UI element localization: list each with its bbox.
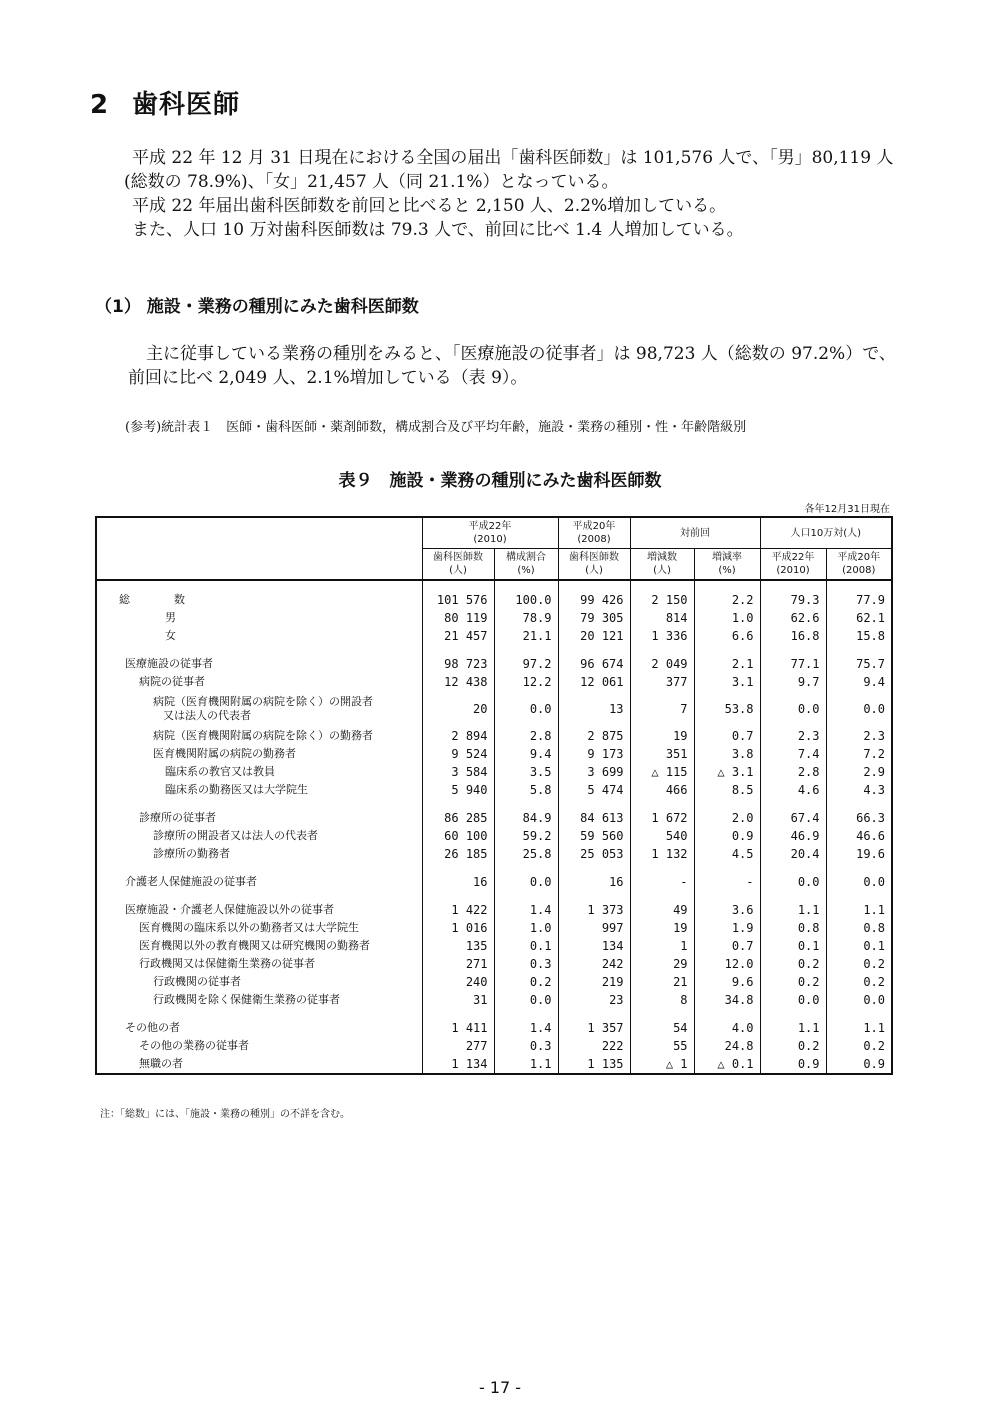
cell-value: 0.2 xyxy=(760,955,826,973)
table-row xyxy=(96,627,892,645)
cell-value: 1 xyxy=(630,937,694,955)
cell-value: 0.2 xyxy=(826,1037,892,1055)
cell-value: 351 xyxy=(630,745,694,763)
table-row xyxy=(96,827,892,845)
cell-value: 100.0 xyxy=(494,591,558,609)
spacer-row xyxy=(96,863,892,873)
table-row xyxy=(96,727,892,745)
row-label: 臨床系の勤務医又は大学院生 xyxy=(96,781,422,799)
cell-value: 1.9 xyxy=(694,919,760,937)
cell-value: - xyxy=(694,873,760,891)
cell-value: 1 357 xyxy=(558,1019,630,1037)
cell-value: 8 xyxy=(630,991,694,1009)
cell-value: 98 723 xyxy=(422,655,494,673)
cell-value: 1 016 xyxy=(422,919,494,937)
table-row xyxy=(96,673,892,691)
cell-value: 19.6 xyxy=(826,845,892,863)
row-label: 病院（医育機関附属の病院を除く）の開設者 又は法人の代表者 xyxy=(96,691,422,727)
cell-value: △ 3.1 xyxy=(694,763,760,781)
cell-value: 2.3 xyxy=(760,727,826,745)
cell-value: 0.0 xyxy=(494,873,558,891)
cell-value: 4.0 xyxy=(694,1019,760,1037)
table-row xyxy=(96,763,892,781)
intro-paragraph xyxy=(112,146,922,242)
cell-value: 3.6 xyxy=(694,901,760,919)
cell-value: 0.2 xyxy=(826,973,892,991)
cell-value: 0.8 xyxy=(826,919,892,937)
sub-line: 主に従事している業務の種別をみると、「医療施設の従事者」は 98,723 人（総数の 97.2%）で、 xyxy=(146,344,896,364)
cell-value: 0.9 xyxy=(826,1055,892,1074)
sub-line: 前回に比べ 2,049 人、2.1%増加している（表 9）。 xyxy=(128,368,528,388)
section-title xyxy=(90,84,240,121)
spacer-row xyxy=(96,891,892,901)
cell-value: 0.0 xyxy=(826,991,892,1009)
cell-value: 0.9 xyxy=(760,1055,826,1074)
table-row xyxy=(96,781,892,799)
cell-value: 0.0 xyxy=(826,691,892,727)
cell-value: 1 422 xyxy=(422,901,494,919)
cell-value: 1 411 xyxy=(422,1019,494,1037)
cell-value: 0.1 xyxy=(494,937,558,955)
table-row xyxy=(96,991,892,1009)
header-per-h22: 平成22年 (2010) xyxy=(760,549,826,581)
row-label: 介護老人保健施設の従事者 xyxy=(96,873,422,891)
cell-value: 0.3 xyxy=(494,955,558,973)
row-label: 病院（医育機関附属の病院を除く）の勤務者 xyxy=(96,727,422,745)
cell-value: 0.7 xyxy=(694,937,760,955)
row-label: 女 xyxy=(96,627,422,645)
subsection-title xyxy=(95,292,419,317)
cell-value: 1 134 xyxy=(422,1055,494,1074)
cell-value: 2.2 xyxy=(694,591,760,609)
cell-value: 80 119 xyxy=(422,609,494,627)
cell-value: 1 135 xyxy=(558,1055,630,1074)
cell-value: 79.3 xyxy=(760,591,826,609)
cell-value: 77.1 xyxy=(760,655,826,673)
section-number: 2 xyxy=(90,90,110,120)
spacer-row xyxy=(96,580,892,591)
row-label: 医育機関の臨床系以外の勤務者又は大学院生 xyxy=(96,919,422,937)
subsection-title-text: 施設・業務の種別にみた歯科医師数 xyxy=(146,297,419,317)
row-label: 診療所の従事者 xyxy=(96,809,422,827)
cell-value: 12 061 xyxy=(558,673,630,691)
cell-value: 134 xyxy=(558,937,630,955)
cell-value: 222 xyxy=(558,1037,630,1055)
row-label: 男 xyxy=(96,609,422,627)
cell-value: 24.8 xyxy=(694,1037,760,1055)
cell-value: 2 894 xyxy=(422,727,494,745)
cell-value: 4.6 xyxy=(760,781,826,799)
cell-value: 0.2 xyxy=(760,973,826,991)
cell-value: 78.9 xyxy=(494,609,558,627)
section-title-text: 歯科医師 xyxy=(132,90,241,120)
cell-value: 997 xyxy=(558,919,630,937)
cell-value: 3 584 xyxy=(422,763,494,781)
cell-value: 21 xyxy=(630,973,694,991)
table-row xyxy=(96,873,892,891)
cell-value: 54 xyxy=(630,1019,694,1037)
cell-value: 0.0 xyxy=(494,691,558,727)
cell-value: 16 xyxy=(558,873,630,891)
cell-value: 23 xyxy=(558,991,630,1009)
cell-value: 1 373 xyxy=(558,901,630,919)
cell-value: 12 438 xyxy=(422,673,494,691)
cell-value: 3.1 xyxy=(694,673,760,691)
cell-value: 1.4 xyxy=(494,1019,558,1037)
cell-value: 7.4 xyxy=(760,745,826,763)
cell-value: 31 xyxy=(422,991,494,1009)
table-row xyxy=(96,691,892,727)
cell-value: △ 115 xyxy=(630,763,694,781)
cell-value: 99 426 xyxy=(558,591,630,609)
cell-value: 219 xyxy=(558,973,630,991)
cell-value: 3.8 xyxy=(694,745,760,763)
page-number: - 17 - xyxy=(478,1378,522,1397)
cell-value: 2.0 xyxy=(694,809,760,827)
table-row xyxy=(96,973,892,991)
cell-value: 9.4 xyxy=(494,745,558,763)
cell-value: 84.9 xyxy=(494,809,558,827)
cell-value: 1 336 xyxy=(630,627,694,645)
subsection-paragraph xyxy=(112,342,922,390)
cell-value: 12.0 xyxy=(694,955,760,973)
cell-value: 0.1 xyxy=(760,937,826,955)
cell-value: 15.8 xyxy=(826,627,892,645)
table-row xyxy=(96,745,892,763)
cell-value: 2 049 xyxy=(630,655,694,673)
cell-value: 0.0 xyxy=(826,873,892,891)
header-per100k: 人口10万対(人) xyxy=(760,517,892,549)
table-row xyxy=(96,901,892,919)
cell-value: 271 xyxy=(422,955,494,973)
table-row xyxy=(96,955,892,973)
cell-value: 1 672 xyxy=(630,809,694,827)
cell-value: 1.4 xyxy=(494,901,558,919)
cell-value: 0.0 xyxy=(760,691,826,727)
cell-value: 86 285 xyxy=(422,809,494,827)
cell-value: 1 132 xyxy=(630,845,694,863)
cell-value: 7.2 xyxy=(826,745,892,763)
cell-value: 60 100 xyxy=(422,827,494,845)
cell-value: 20.4 xyxy=(760,845,826,863)
subsection-number: （1） xyxy=(95,297,141,317)
row-label: 行政機関を除く保健衛生業務の従事者 xyxy=(96,991,422,1009)
cell-value: 79 305 xyxy=(558,609,630,627)
row-label: 病院の従事者 xyxy=(96,673,422,691)
cell-value: 9.6 xyxy=(694,973,760,991)
row-label: 医育機関以外の教育機関又は研究機関の勤務者 xyxy=(96,937,422,955)
cell-value: 26 185 xyxy=(422,845,494,863)
cell-value: △ 0.1 xyxy=(694,1055,760,1074)
cell-value: 66.3 xyxy=(826,809,892,827)
cell-value: 2 875 xyxy=(558,727,630,745)
cell-value: 19 xyxy=(630,727,694,745)
label-header xyxy=(96,517,422,580)
table-row xyxy=(96,1037,892,1055)
header-dentists-h22: 歯科医師数 (人) xyxy=(422,549,494,581)
cell-value: 0.3 xyxy=(494,1037,558,1055)
cell-value: 540 xyxy=(630,827,694,845)
intro-line: 平成 22 年 12 月 31 日現在における全国の届出「歯科医師数」は 101,576 人で、「男」80,119 人 xyxy=(132,148,894,168)
cell-value: 46.9 xyxy=(760,827,826,845)
cell-value: 0.2 xyxy=(494,973,558,991)
cell-value: 34.8 xyxy=(694,991,760,1009)
cell-value: 3 699 xyxy=(558,763,630,781)
cell-value: 9 173 xyxy=(558,745,630,763)
cell-value: 377 xyxy=(630,673,694,691)
intro-line: また、人口 10 万対歯科医師数は 79.3 人で、前回に比べ 1.4 人増加している。 xyxy=(132,220,744,240)
cell-value: 1.1 xyxy=(760,1019,826,1037)
cell-value: 9.7 xyxy=(760,673,826,691)
cell-value: 62.6 xyxy=(760,609,826,627)
cell-value: 1.1 xyxy=(826,901,892,919)
cell-value: 16 xyxy=(422,873,494,891)
table-row xyxy=(96,845,892,863)
table-row xyxy=(96,1055,892,1074)
table-row xyxy=(96,937,892,955)
row-label: 無職の者 xyxy=(96,1055,422,1074)
row-label: 診療所の勤務者 xyxy=(96,845,422,863)
table-row xyxy=(96,1019,892,1037)
spacer-row xyxy=(96,799,892,809)
cell-value: 9.4 xyxy=(826,673,892,691)
cell-value: 242 xyxy=(558,955,630,973)
reference-note: (参考)統計表１ 医師・歯科医師・薬剤師数，構成割合及び平均年齢，施設・業務の種別・性・年齢階級別 xyxy=(125,420,747,435)
table-row xyxy=(96,591,892,609)
cell-value: 25.8 xyxy=(494,845,558,863)
cell-value: 4.5 xyxy=(694,845,760,863)
cell-value: 75.7 xyxy=(826,655,892,673)
cell-value: 77.9 xyxy=(826,591,892,609)
cell-value: 0.9 xyxy=(694,827,760,845)
cell-value: 0.1 xyxy=(826,937,892,955)
header-diff: 対前回 xyxy=(630,517,760,549)
header-per-h20: 平成20年 (2008) xyxy=(826,549,892,581)
cell-value: 0.7 xyxy=(694,727,760,745)
table-row xyxy=(96,609,892,627)
cell-value: 29 xyxy=(630,955,694,973)
header-ratio: 構成割合 (%) xyxy=(494,549,558,581)
dentists-table xyxy=(95,516,893,1075)
cell-value: 2.8 xyxy=(760,763,826,781)
cell-value: △ 1 xyxy=(630,1055,694,1074)
cell-value: 2.8 xyxy=(494,727,558,745)
cell-value: 0.0 xyxy=(760,873,826,891)
cell-value: 466 xyxy=(630,781,694,799)
row-label: 医育機関附属の病院の勤務者 xyxy=(96,745,422,763)
row-label: その他の業務の従事者 xyxy=(96,1037,422,1055)
cell-value: 21 457 xyxy=(422,627,494,645)
table-body xyxy=(96,580,892,1074)
table-as-of: 各年12月31日現在 xyxy=(804,504,890,515)
cell-value: 277 xyxy=(422,1037,494,1055)
cell-value: 240 xyxy=(422,973,494,991)
cell-value: 0.2 xyxy=(760,1037,826,1055)
cell-value: 97.2 xyxy=(494,655,558,673)
cell-value: 4.3 xyxy=(826,781,892,799)
intro-line: (総数の 78.9%)、「女」21,457 人（同 21.1%）となっている。 xyxy=(124,172,619,192)
cell-value: 96 674 xyxy=(558,655,630,673)
cell-value: 1.1 xyxy=(826,1019,892,1037)
table-row xyxy=(96,919,892,937)
row-label: 医療施設・介護老人保健施設以外の従事者 xyxy=(96,901,422,919)
cell-value: 101 576 xyxy=(422,591,494,609)
row-label: 行政機関の従事者 xyxy=(96,973,422,991)
cell-value: 2.9 xyxy=(826,763,892,781)
cell-value: 21.1 xyxy=(494,627,558,645)
cell-value: 46.6 xyxy=(826,827,892,845)
cell-value: 814 xyxy=(630,609,694,627)
cell-value: 0.8 xyxy=(760,919,826,937)
row-label: 診療所の開設者又は法人の代表者 xyxy=(96,827,422,845)
row-label: 総 数 xyxy=(96,591,422,609)
cell-value: 0.0 xyxy=(494,991,558,1009)
row-label: 行政機関又は保健衛生業務の従事者 xyxy=(96,955,422,973)
cell-value: 55 xyxy=(630,1037,694,1055)
row-label: その他の者 xyxy=(96,1019,422,1037)
cell-value: 2 150 xyxy=(630,591,694,609)
cell-value: 2.1 xyxy=(694,655,760,673)
table-row xyxy=(96,809,892,827)
row-label: 医療施設の従事者 xyxy=(96,655,422,673)
cell-value: 19 xyxy=(630,919,694,937)
cell-value: 59 560 xyxy=(558,827,630,845)
cell-value: - xyxy=(630,873,694,891)
cell-value: 2.3 xyxy=(826,727,892,745)
cell-value: 9 524 xyxy=(422,745,494,763)
cell-value: 20 xyxy=(422,691,494,727)
cell-value: 3.5 xyxy=(494,763,558,781)
cell-value: 5 474 xyxy=(558,781,630,799)
cell-value: 0.2 xyxy=(826,955,892,973)
spacer-row xyxy=(96,1009,892,1019)
cell-value: 84 613 xyxy=(558,809,630,827)
cell-value: 59.2 xyxy=(494,827,558,845)
table-note: 注：「総数」には、「施設・業務の種別」の不詳を含む。 xyxy=(100,1109,350,1120)
cell-value: 16.8 xyxy=(760,627,826,645)
cell-value: 67.4 xyxy=(760,809,826,827)
cell-value: 25 053 xyxy=(558,845,630,863)
cell-value: 5 940 xyxy=(422,781,494,799)
cell-value: 6.6 xyxy=(694,627,760,645)
table-title: 表９ 施設・業務の種別にみた歯科医師数 xyxy=(338,471,662,491)
cell-value: 1.0 xyxy=(494,919,558,937)
cell-value: 12.2 xyxy=(494,673,558,691)
cell-value: 0.0 xyxy=(760,991,826,1009)
header-dentists-h20: 歯科医師数 (人) xyxy=(558,549,630,581)
cell-value: 135 xyxy=(422,937,494,955)
cell-value: 1.1 xyxy=(494,1055,558,1074)
cell-value: 7 xyxy=(630,691,694,727)
cell-value: 1.1 xyxy=(760,901,826,919)
cell-value: 8.5 xyxy=(694,781,760,799)
cell-value: 20 121 xyxy=(558,627,630,645)
cell-value: 5.8 xyxy=(494,781,558,799)
header-inc-rate: 増減率 (%) xyxy=(694,549,760,581)
header-h22: 平成22年 (2010) xyxy=(422,517,558,549)
table-row xyxy=(96,655,892,673)
cell-value: 62.1 xyxy=(826,609,892,627)
row-label: 臨床系の教官又は教員 xyxy=(96,763,422,781)
cell-value: 13 xyxy=(558,691,630,727)
header-inc-num: 増減数 (人) xyxy=(630,549,694,581)
spacer-row xyxy=(96,645,892,655)
header-h20: 平成20年 (2008) xyxy=(558,517,630,549)
cell-value: 49 xyxy=(630,901,694,919)
cell-value: 1.0 xyxy=(694,609,760,627)
cell-value: 53.8 xyxy=(694,691,760,727)
intro-line: 平成 22 年届出歯科医師数を前回と比べると 2,150 人、2.2%増加している。 xyxy=(132,196,727,216)
